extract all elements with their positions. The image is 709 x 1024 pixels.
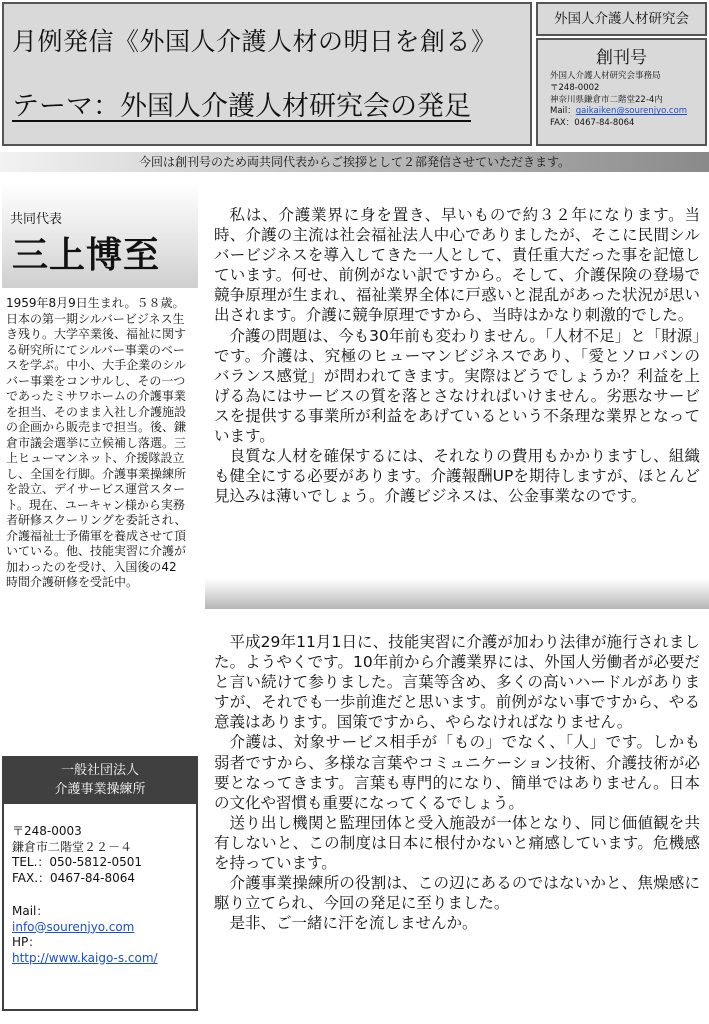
profile-name: 三上博至 bbox=[12, 235, 161, 276]
notice-banner: 今回は創刊号のため両共同代表からご挨拶として２部発信させていただきます。 bbox=[0, 152, 709, 172]
office-fax: FAX：0467-84-8064 bbox=[550, 118, 635, 129]
office-address: 神奈川県鎌倉市二階堂22-4内 bbox=[550, 94, 663, 105]
org-name: 介護事業操練所 bbox=[54, 782, 146, 797]
article-paragraph: 平成29年11月1日に、技能実習に介護が加わり法律が施行されました。ようやくです。10年前から介護業界には、外国人労働者が必要だと言い続けて参りました。言葉等含め、多くの高いハードルがありますが、それでも一歩前進だと思います。前例がない事ですから、やる意義はあります。国策ですから、やらなければなりません。 bbox=[214, 633, 700, 732]
org-contact-box bbox=[2, 802, 198, 1011]
article-paragraph: 介護事業操練所の役割は、この辺にあるのではないかと、焦燥感に駆り立てられ、今回の発足に至りました。 bbox=[214, 874, 700, 913]
article-paragraph: 介護は、対象サービス相手が「もの」でなく、「人」です。しかも弱者ですから、多様な言葉やコミュニケーション技術、介護技術が必要となってきます。言葉も専門的になり、簡単ではありません。日本の文化や習慣も重要になってくるでしょう。 bbox=[214, 733, 700, 812]
mail-label: Mail： bbox=[550, 106, 576, 117]
org-type: 一般社団法人 bbox=[60, 763, 139, 778]
issue-info-panel bbox=[536, 38, 707, 146]
org-tel: TEL.：050-5812-0501 bbox=[12, 855, 143, 869]
office-info bbox=[550, 71, 687, 130]
article-paragraph: 介護の問題は、今も30年前も変わりません。「人材不足」と「財源」です。介護は、究極のヒューマンビジネスであり、「愛とソロバンのバランス感覚」が問われてきます。実際はどうでしょうか？利益を上げる為にはサービスの質を落とさなければいけません。劣悪なサービスを提供する事業所が利益をあげているという不条理な業界となっています。 bbox=[214, 326, 700, 446]
org-postal: 〒248-0003 bbox=[12, 824, 82, 838]
issue-label: 創刊号 bbox=[596, 48, 647, 68]
article-paragraph: 良質な人材を確保するには、それなりの費用もかかりますし、組織も健全にする必要があります。介護報酬UPを期待しますが、ほとんど見込みは薄いでしょう。介護ビジネスは、公金事業なのです。 bbox=[214, 447, 700, 506]
org-mail-label: Mail： bbox=[12, 904, 49, 918]
newsletter-title: 月例発信《外国人介護人材の明日を創る》 bbox=[12, 27, 497, 56]
office-name: 外国人介護人材研究会事務局 bbox=[550, 71, 661, 81]
org-header bbox=[2, 756, 198, 802]
section-divider bbox=[205, 578, 709, 609]
profile-header bbox=[2, 183, 198, 288]
office-mail bbox=[550, 106, 687, 118]
article-paragraph: 是非、ご一緒に汗を流しませんか。 bbox=[229, 914, 478, 933]
office-postal: 〒248-0002 bbox=[550, 82, 600, 93]
org-fax: FAX.：0467-84-8064 bbox=[12, 870, 136, 885]
office-mail-link[interactable]: gaikaiken@sourenjyo.com bbox=[575, 106, 688, 117]
org-mail-link[interactable]: info@sourenjyo.com bbox=[12, 919, 135, 934]
header-title-panel bbox=[2, 2, 532, 146]
article-paragraph: 私は、介護業界に身を置き、早いもので約３２年になります。当時、介護の主流は社会福祉法人中心でありましたが、そこに民間シルバービジネスを導入してきた一人として、責任重大だった事を記憶しています。何せ、前例がない訳ですから。そして、介護保険の登場で競争原理が生まれ、福祉業界全体に戸惑いと混乱があった状況が思い出されます。介護に競争原理ですから、当時はかなり刺激的でした。 bbox=[214, 206, 700, 325]
org-name-label: 外国人介護人材研究会 bbox=[536, 2, 707, 36]
greeting-article-2 bbox=[214, 632, 700, 933]
theme-heading: テーマ：外国人介護人材研究会の発足 bbox=[12, 91, 471, 122]
profile-bio: 1959年8月9日生まれ。５８歳。日本の第一期シルバービジネス生き残り。大学卒業後、福祉に関する研究所にてシルバー事業のベースを学ぶ。中小、大手企業のシルバー事業をコンサルし、その一つであったミサワホームの介護事業を担当、そのまま入社し介護施設の企画から販売まで担当。後、鎌倉市議会選挙に立候補し落選。三上ヒューマンネット、介援隊設立し、全国を行脚。介護事業操練所を設立、デイサービス運営スタート。現在、ユーキャン様から実務者研修スクーリングを委託され、介護福祉士予備軍を養成させて頂いている。他、技能実習に介護が加わったのを受け、入国後の42時間介護研修を受託中。 bbox=[6, 296, 187, 589]
org-website-link[interactable]: http://www.kaigo-s.com/ bbox=[12, 950, 158, 965]
profile-role: 共同代表 bbox=[10, 212, 63, 227]
org-address: 鎌倉市二階堂２２－４ bbox=[12, 839, 133, 854]
org-hp-label: HP： bbox=[12, 935, 41, 949]
article-paragraph: 送り出し機関と監理団体と受入施設が一体となり、同じ価値観を共有しないと、この制度は日本に根付かないと痛感しています。危機感を持っています。 bbox=[214, 813, 700, 873]
greeting-article-1 bbox=[214, 205, 700, 506]
